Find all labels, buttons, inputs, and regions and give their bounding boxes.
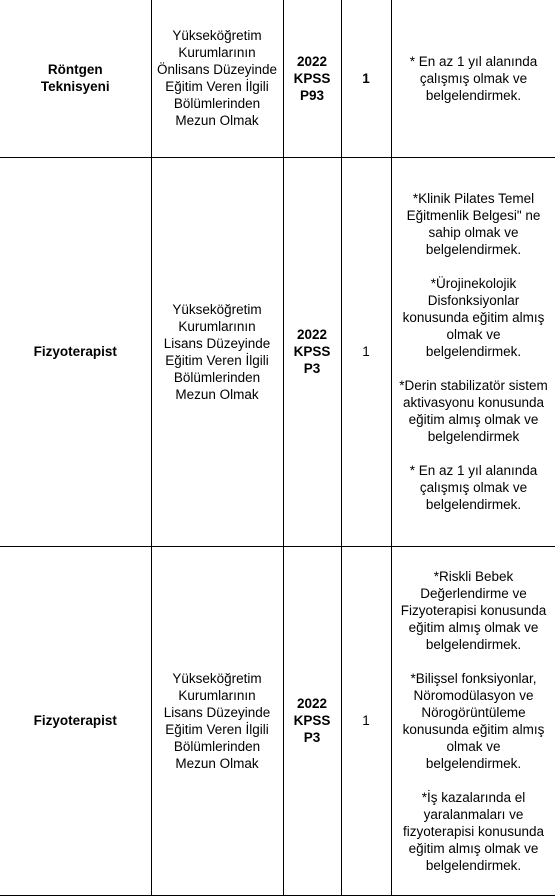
position-count: 1 [341,157,391,546]
requirement-item: * En az 1 yıl alanında çalışmış olmak ve belgelendirmek. [409,53,538,103]
special-requirements [391,0,555,157]
exam-code: 2022 KPSS P93 [283,0,341,157]
table-row [0,0,555,157]
special-requirements [391,546,555,895]
education-requirement: Yükseköğretim Kurumlarının Lisans Düzeyinde Eğitim Veren İlgili Bölümlerinden Mezun Olmak [151,546,283,895]
requirement-item: *Ürojinekolojik Disfonksiyonlar konusunda eğitim almış olmak ve belgelendirmek. [402,276,545,359]
position-count: 1 [341,546,391,895]
requirement-item: *İş kazalarında el yaralanmaları ve fizyoterapisi konusunda eğitim almış olmak ve belgelendirmek. [402,789,545,873]
exam-code: 2022 KPSS P3 [283,157,341,546]
education-requirement: Yükseköğretim Kurumlarının Önlisans Düzeyinde Eğitim Veren İlgili Bölümlerinden Mezun Olmak [151,0,283,157]
position-title: Röntgen Teknisyeni [0,0,151,157]
position-title: Fizyoterapist [0,157,151,546]
requirement-item: *Derin stabilizatör sistem aktivasyonu konusunda eğitim almış olmak ve belgelendirmek [399,378,548,444]
requirement-item: * En az 1 yıl alanında çalışmış olmak ve belgelendirmek. [409,463,538,512]
position-title: Fizyoterapist [0,546,151,895]
requirement-item: *Klinik Pilates Temel Eğitmenlik Belgesi" ne sahip olmak ve belgelendirmek. [406,191,541,257]
table-row [0,546,555,895]
education-requirement: Yükseköğretim Kurumlarının Lisans Düzeyinde Eğitim Veren İlgili Bölümlerinden Mezun Olmak [151,157,283,546]
requirement-item: *Bilişsel fonksiyonlar, Nöromodülasyon ve Nörogörüntüleme konusunda eğitim almış olmak ve belgelendirmek. [402,670,545,771]
exam-code: 2022 KPSS P3 [283,546,341,895]
position-count: 1 [341,0,391,157]
table-row [0,157,555,546]
requirement-item: *Riskli Bebek Değerlendirme ve Fizyoterapisi konusunda eğitim almış olmak ve belgelendirmek. [400,568,547,652]
special-requirements [391,157,555,546]
